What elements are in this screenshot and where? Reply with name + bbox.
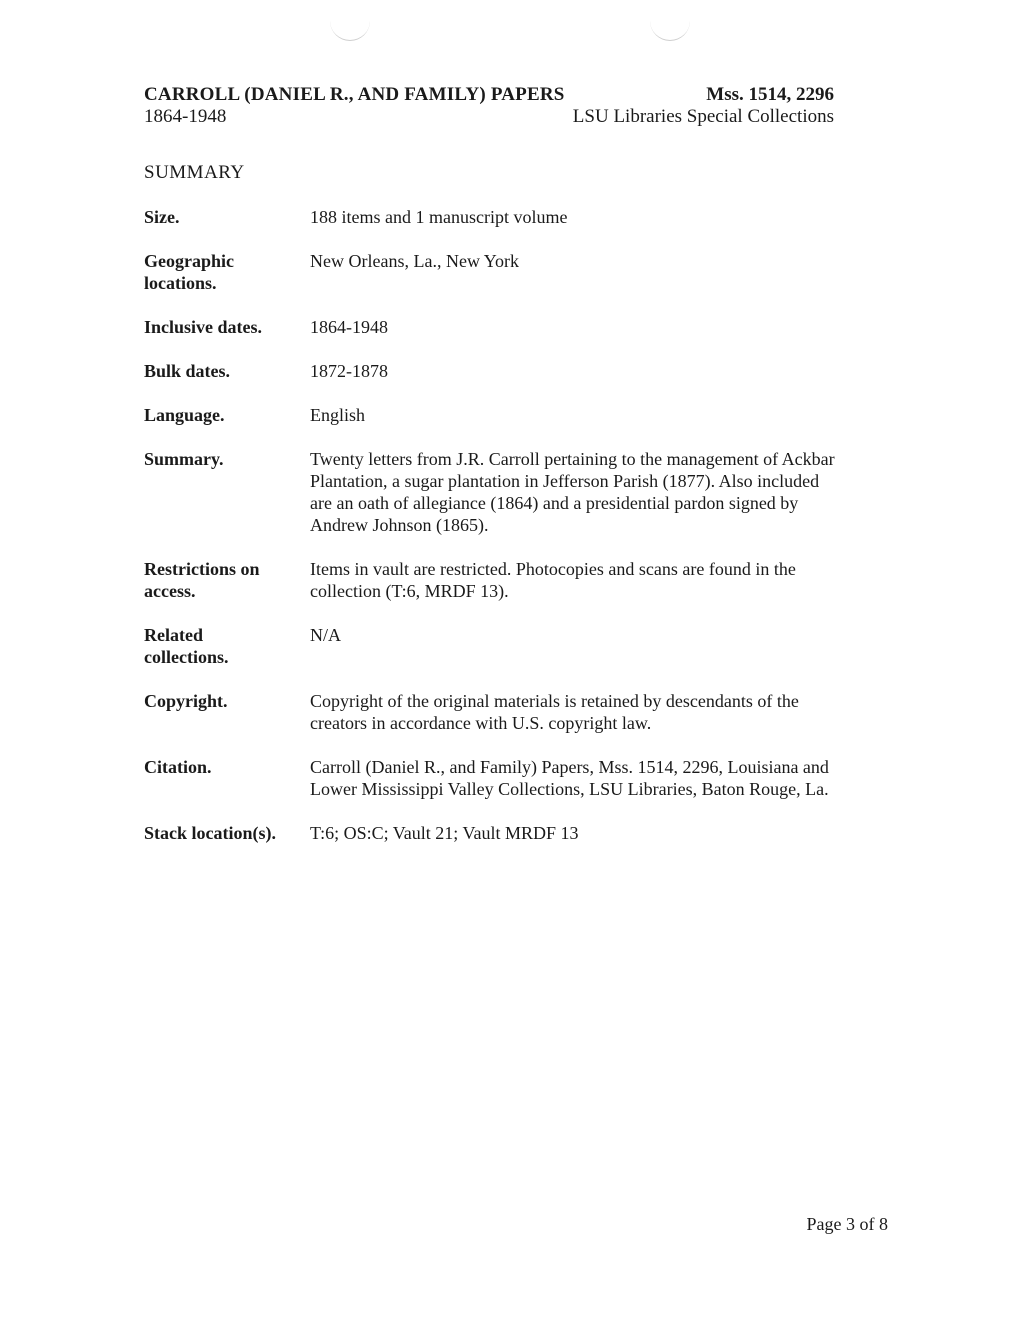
field-value: English — [310, 405, 366, 425]
page-number: Page 3 of 8 — [806, 1214, 888, 1234]
field-label-line: Related — [144, 625, 203, 645]
mss-numbers: Mss. 1514, 2296 — [706, 84, 834, 105]
text-line: Items in vault are restricted. Photocopies and scans are found in the — [310, 559, 796, 579]
text-line: Copyright of the original materials is retained by descendants of the — [310, 691, 799, 711]
field-value: N/A — [310, 625, 341, 645]
field-label: Summary. — [144, 449, 224, 469]
field-value: T:6; OS:C; Vault 21; Vault MRDF 13 — [310, 823, 579, 843]
field-stack-locations — [144, 822, 884, 844]
field-summary — [144, 448, 884, 558]
library-name: LSU Libraries Special Collections — [572, 106, 834, 127]
field-label-line: Geographic — [144, 251, 234, 271]
punch-hole-mark — [330, 20, 370, 41]
field-label — [144, 624, 310, 668]
field-label: Stack location(s). — [144, 823, 276, 843]
field-label — [144, 558, 310, 602]
collection-title: CARROLL (DANIEL R., AND FAMILY) PAPERS — [144, 84, 565, 105]
field-value: New Orleans, La., New York — [310, 251, 519, 271]
field-value — [310, 756, 884, 800]
field-label: Inclusive dates. — [144, 317, 263, 337]
field-value: 1872-1878 — [310, 361, 388, 381]
field-label-line: locations. — [144, 273, 217, 293]
field-copyright — [144, 690, 884, 756]
field-label — [144, 250, 310, 294]
text-line: Carroll (Daniel R., and Family) Papers, Mss. 1514, 2296, Louisiana and — [310, 757, 829, 777]
text-line: are an oath of allegiance (1864) and a presidential pardon signed by — [310, 493, 799, 513]
field-related-collections — [144, 624, 884, 690]
field-geographic-locations — [144, 250, 884, 316]
field-label-line: Restrictions on — [144, 559, 260, 579]
text-line: creators in accordance with U.S. copyright law. — [310, 713, 652, 733]
summary-fields — [144, 206, 884, 844]
text-line: collection (T:6, MRDF 13). — [310, 581, 509, 601]
field-value: 1864-1948 — [310, 317, 388, 337]
field-value — [310, 558, 884, 602]
field-label: Citation. — [144, 757, 212, 777]
text-line: Plantation, a sugar plantation in Jefferson Parish (1877). Also included — [310, 471, 820, 491]
field-label-line: collections. — [144, 647, 229, 667]
field-inclusive-dates — [144, 316, 884, 360]
field-value — [310, 690, 884, 734]
field-label-line: access. — [144, 581, 196, 601]
field-bulk-dates — [144, 360, 884, 404]
field-label: Language. — [144, 405, 225, 425]
collection-date-range: 1864-1948 — [144, 106, 227, 127]
field-language — [144, 404, 884, 448]
field-size — [144, 206, 884, 250]
field-citation — [144, 756, 884, 822]
field-label: Size. — [144, 207, 180, 227]
section-title: SUMMARY — [144, 162, 245, 183]
field-label: Bulk dates. — [144, 361, 231, 381]
text-line: Twenty letters from J.R. Carroll pertaining to the management of Ackbar — [310, 449, 835, 469]
field-value — [310, 448, 884, 536]
punch-hole-mark — [650, 20, 690, 41]
field-value: 188 items and 1 manuscript volume — [310, 207, 568, 227]
text-line: Andrew Johnson (1865). — [310, 515, 489, 535]
field-restrictions-on-access — [144, 558, 884, 624]
text-line: Lower Mississippi Valley Collections, LSU Libraries, Baton Rouge, La. — [310, 779, 829, 799]
field-label: Copyright. — [144, 691, 228, 711]
